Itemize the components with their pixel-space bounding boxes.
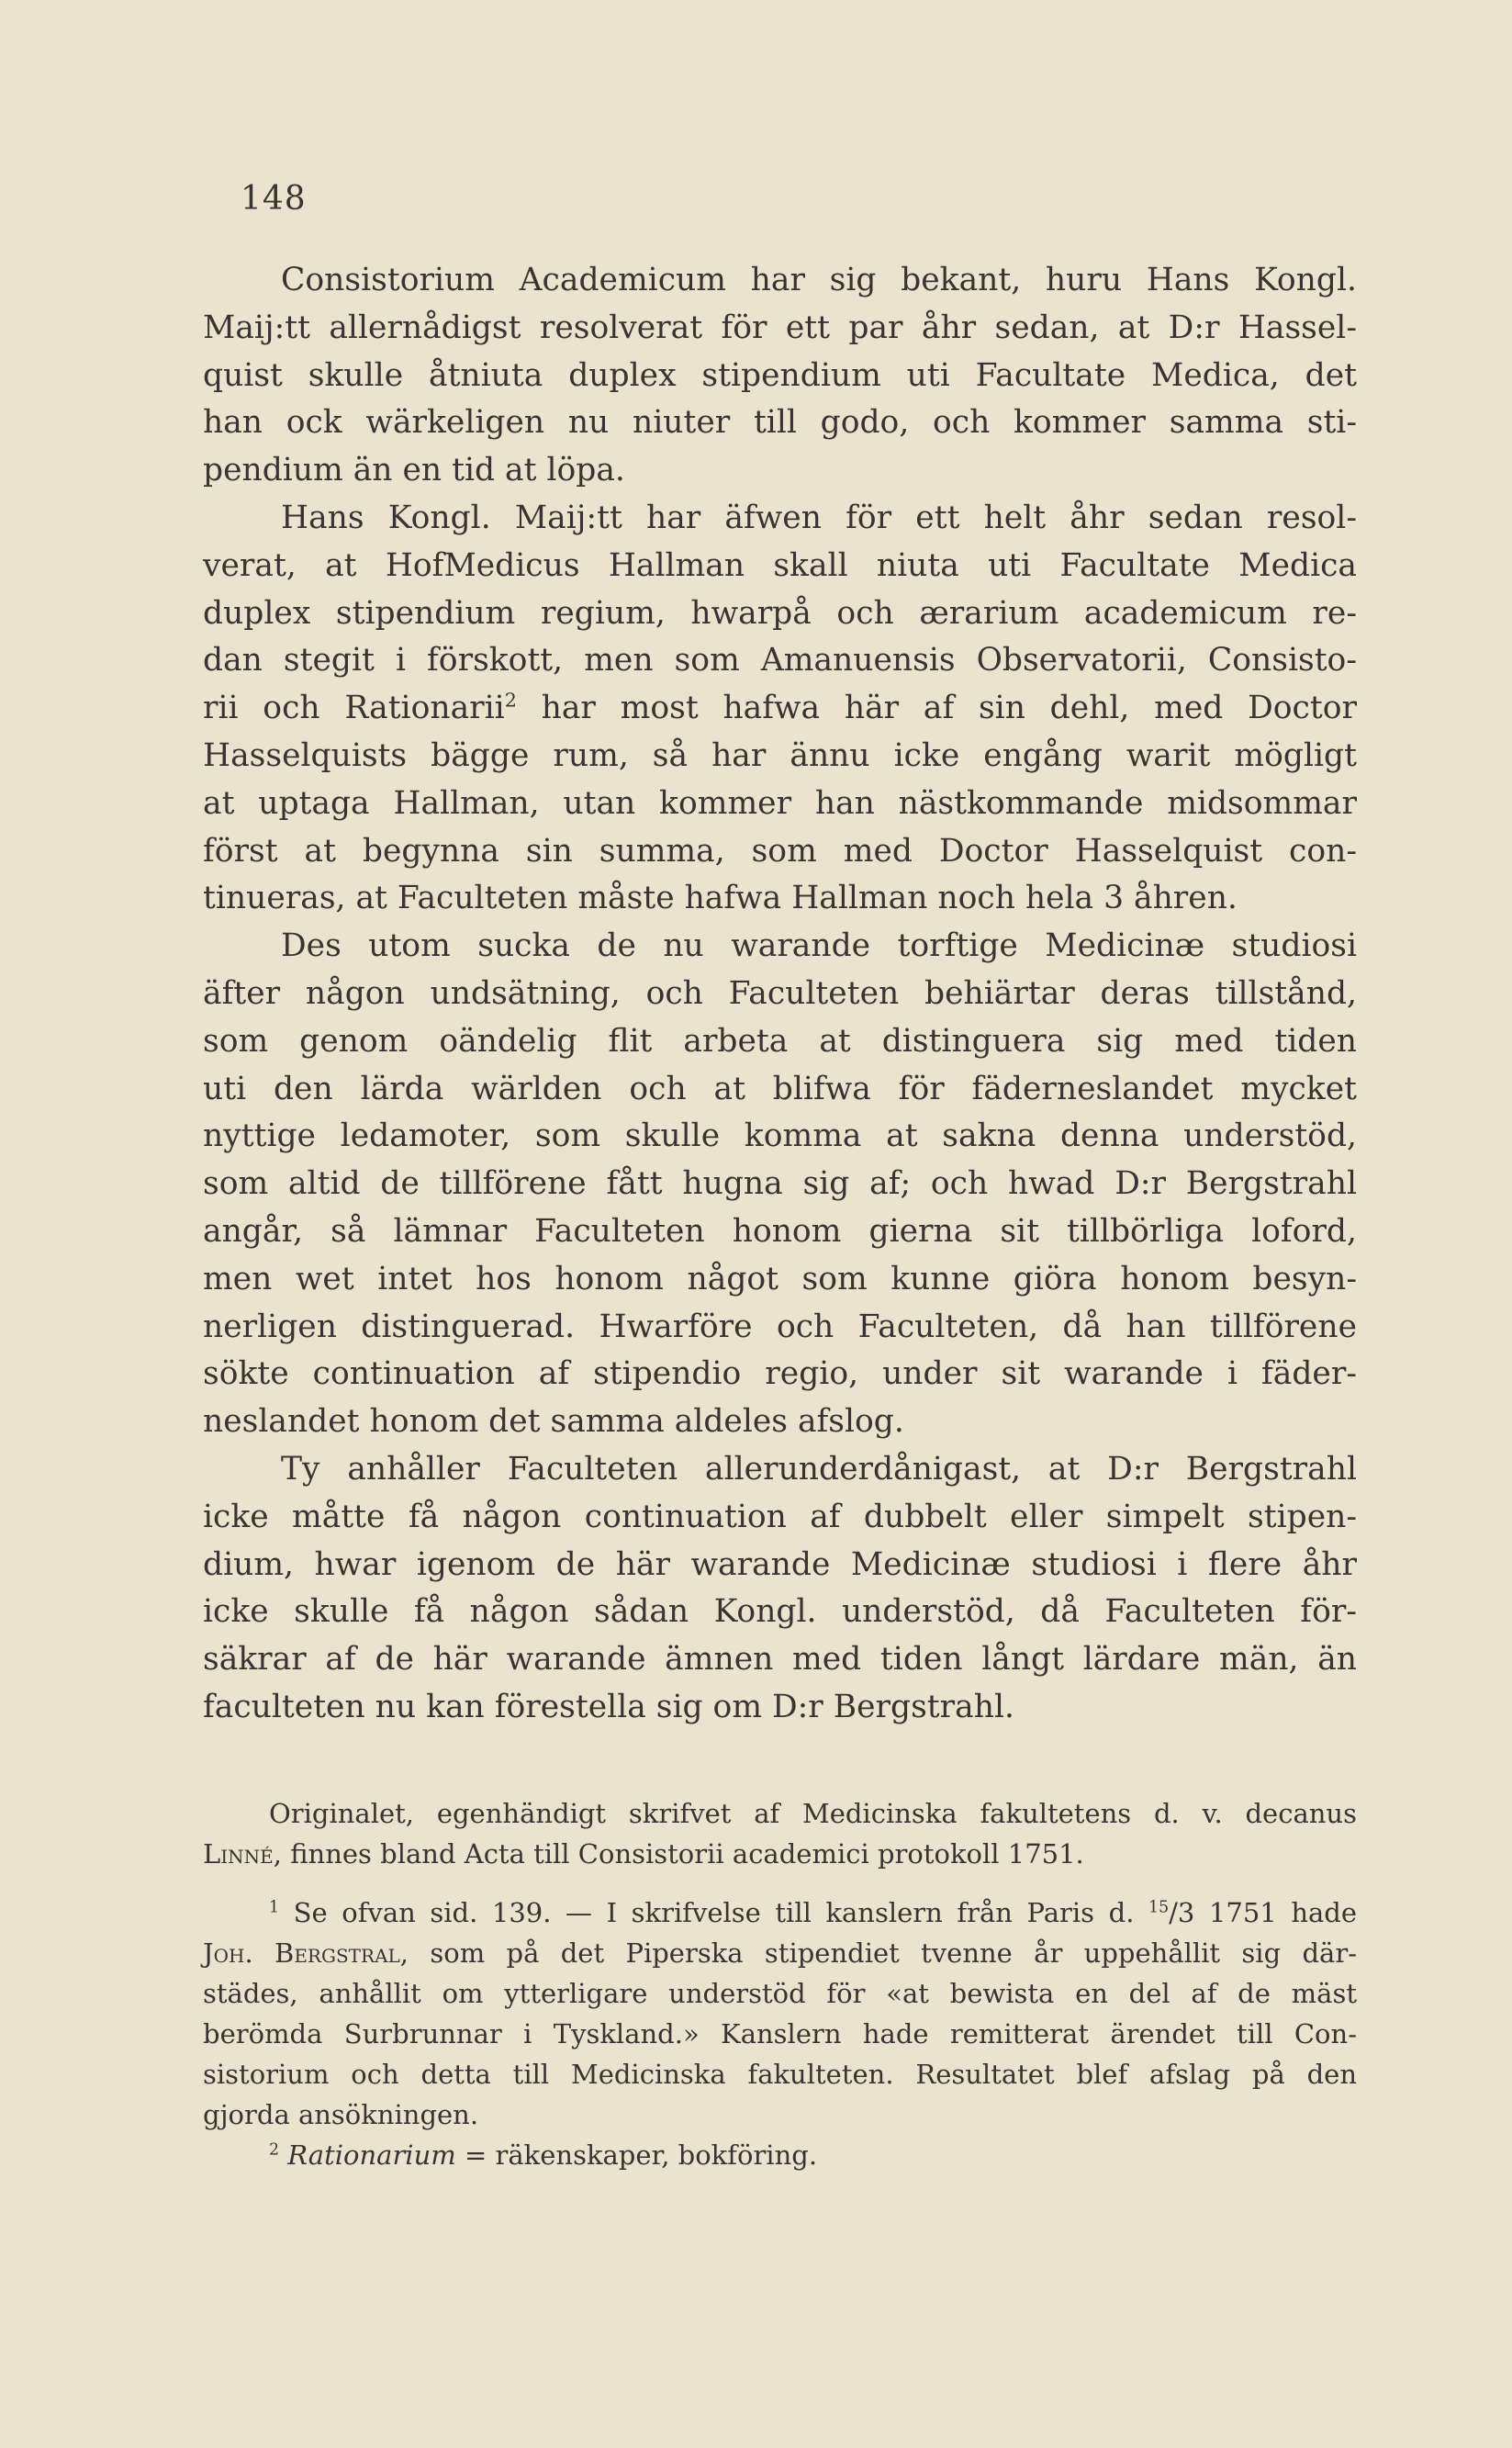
body-line: verat, at HofMedicus Hallman skall niuta uti Facultate Medica	[203, 546, 1357, 584]
body-line: pendium än en tid at löpa.	[203, 452, 625, 489]
footnote-number: 1	[269, 1898, 280, 1917]
body-line-part: har most hafwa här af sin dehl, med Doctor	[541, 690, 1357, 727]
body-line	[203, 685, 1357, 733]
body-line: Des utom sucka de nu warande torftige Medicinæ studiosi	[281, 927, 1357, 965]
body-line-part: rii och Rationarii	[203, 690, 505, 727]
body-line: Hasselquists bägge rum, så har ännu icke engång warit mögligt	[203, 736, 1357, 774]
body-line: äfter någon undsätning, och Faculteten behiärtar deras tillstånd,	[203, 974, 1357, 1012]
footnote-line: berömda Surbrunnar i Tyskland.» Kanslern hade remitterat ärendet till Con-	[203, 2018, 1357, 2049]
body-line: sökte continuation af stipendio regio, under sit warande i fäder-	[203, 1355, 1357, 1393]
note-spacer	[203, 1874, 1357, 1892]
body-line: angår, så lämnar Faculteten honom gierna sit tillbörliga loford,	[203, 1212, 1357, 1250]
notes-section	[203, 1793, 1357, 2175]
body-line: först at begynna sin summa, som med Doctor Hasselquist con-	[203, 832, 1357, 870]
body-line: Consistorium Academicum har sig bekant, huru Hans Kongl.	[281, 262, 1357, 298]
author-name: Linné	[203, 1838, 274, 1870]
body-line: dium, hwar igenom de här warande Medicinæ studiosi i flere åhr	[203, 1545, 1357, 1583]
body-line: faculteten nu kan förestella sig om D:r Bergstrahl.	[203, 1688, 1014, 1725]
footnote-line	[203, 1892, 1357, 1933]
footnote-text: Se ofvan sid. 139. — I skrifvelse till kanslern från Paris d.	[293, 1897, 1135, 1928]
body-line: nerligen distinguerad. Hwarföre och Faculteten, då han tillförene	[203, 1308, 1357, 1345]
source-note-line: Originalet, egenhändigt skrifvet af Medicinska fakultetens d. v. decanus	[269, 1798, 1357, 1829]
body-line: duplex stipendium regium, hwarpå och ærarium academicum re-	[203, 594, 1357, 632]
footnote-text: /3 1751 hade	[1169, 1897, 1358, 1928]
body-line: men wet intet hos honom något som kunne giöra honom besyn-	[203, 1260, 1357, 1297]
person-name: Joh. Bergstral	[203, 1937, 400, 1969]
footnote-line: gjorda ansökningen.	[203, 2099, 479, 2130]
body-line: at uptaga Hallman, utan kommer han nästkommande midsommar	[203, 784, 1357, 822]
source-note-text: , finnes bland Acta till Consistorii academici protokoll 1751.	[273, 1838, 1084, 1870]
body-line: Ty anhåller Faculteten allerunderdånigast, at D:r Bergstrahl	[281, 1450, 1357, 1488]
body-line: som genom oändelig flit arbeta at distinguera sig med tiden	[203, 1022, 1357, 1060]
body-line: Hans Kongl. Maij:tt har äfwen för ett helt åhr sedan resol-	[281, 499, 1357, 536]
footnote-number: 2	[269, 2140, 280, 2160]
date-superscript: 15	[1148, 1898, 1170, 1917]
footnote-line: städes, anhållit om ytterligare understöd för «at bewista en del af de mäst	[203, 1978, 1357, 2009]
footnote-term: Rationarium	[287, 2139, 456, 2171]
body-line: quist skulle åtniuta duplex stipendium uti Facultate Medica, det	[203, 356, 1357, 394]
body-line: tinueras, at Faculteten måste hafwa Hallman noch hela 3 åhren.	[203, 880, 1238, 917]
footnote-text: , som på det Piperska stipendiet tvenne år uppehållit sig där-	[399, 1937, 1358, 1969]
body-line: säkrar af de här warande ämnen med tiden långt lärdare män, än	[203, 1641, 1357, 1679]
body-line: Maij:tt allernådigst resolverat för ett par åhr sedan, at D:r Hassel-	[203, 309, 1357, 346]
body-line: som altid de tillförene fått hugna sig af; och hwad D:r Bergstrahl	[203, 1165, 1357, 1203]
footnote-line	[203, 1933, 1357, 1973]
body-line: han ock wärkeligen nu niuter till godo, och kommer samma sti-	[203, 404, 1357, 442]
body-line: icke måtte få någon continuation af dubbelt eller simpelt stipen-	[203, 1498, 1357, 1535]
body-line: nyttige ledamoter, som skulle komma at sakna denna understöd,	[203, 1117, 1357, 1155]
body-line: icke skulle få någon sådan Kongl. understöd, då Faculteten för-	[203, 1593, 1357, 1631]
body-text	[203, 257, 1357, 1732]
source-note-line	[203, 1834, 1357, 1874]
footnote-line: sistorium och detta till Medicinska fakulteten. Resultatet blef afslag på den	[203, 2059, 1357, 2090]
body-line: uti den lärda wärlden och at blifwa för fäderneslandet mycket	[203, 1070, 1357, 1107]
footnote-line	[203, 2135, 1357, 2175]
body-line: dan stegit i förskott, men som Amanuensis Observatorii, Consisto-	[203, 642, 1357, 679]
footnote-marker: 2	[504, 689, 517, 712]
body-line: neslandet honom det samma aldeles afslog.	[203, 1403, 904, 1441]
footnote-text: = räkenskaper, bokföring.	[455, 2139, 818, 2171]
page-number: 148	[241, 180, 307, 218]
